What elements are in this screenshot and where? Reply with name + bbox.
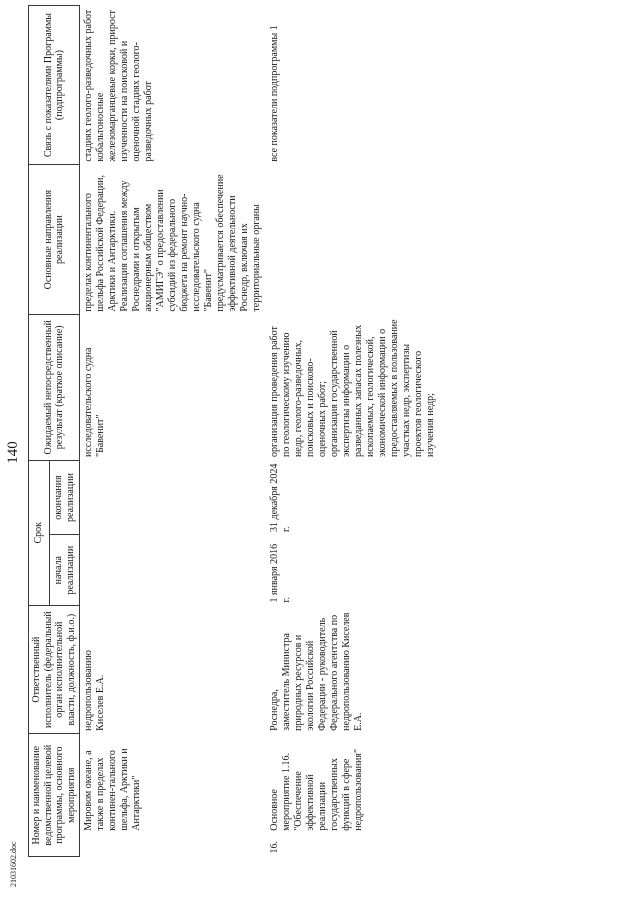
header-directions: Основные направления реализации — [29, 165, 80, 315]
row-result: исследовательского судна "Бавенит" — [83, 347, 106, 458]
program-table — [28, 5, 440, 857]
file-name-label: 21031602.doc — [9, 841, 18, 887]
row-responsible: Роснедра, заместитель Министра природных ресурсов и экологии Российской Федерации - руководитель Федерального агентства по недропользованию Киселев Е.А. — [269, 612, 364, 731]
row-link: стадиях геолого-разведочных работ кобальтоносные железомарганцевые корки, прирост изученности на поисковой и оценочной стадиях геолого-разведочных работ — [83, 9, 154, 162]
row-end — [80, 460, 267, 535]
row-name: Основное мероприятие 1.16. "Обеспечение эффективной реализации государственных функций в сфере недропользования" — [269, 748, 364, 831]
page-number: 140 — [5, 441, 21, 464]
header-start: начала реализации — [50, 535, 80, 605]
row-start: 1 января 2016 г. — [269, 543, 292, 603]
header-number-name: Номер и наименование ведомственной целевой программы, основного мероприятия — [29, 734, 80, 857]
row-responsible: недропользованию Киселев Е.А. — [83, 650, 106, 731]
header-period: Срок — [29, 460, 50, 605]
row-directions: пределах континентального шельфа Российской Федерации, Арктики и Антарктики. Реализация соглашения между Роснедрами и открытым акционерным обществом "АМИГЭ" о предоставлении субсидий из федерального бюджета на ремонт научно-исследовательского судна "Бавенит" предусматривается обеспечение эффективной деятельности Роснедр, включая их территориальные органы — [83, 174, 262, 312]
row-start — [80, 535, 267, 605]
header-result: Ожидаемый непосредственный результат (краткое описание) — [29, 315, 80, 460]
header-link: Связь с показателями Программы (подпрограммы) — [29, 6, 80, 165]
row-number: 16. — [269, 841, 280, 854]
header-end: окончания реализации — [50, 460, 80, 535]
row-end: 31 декабря 2024 г. — [269, 463, 292, 532]
row-link: все показатели подпрограммы 1 — [269, 25, 280, 162]
header-responsible: Ответственный исполнитель (федеральный орган исполнительной власти, должность, ф.и.о.) — [29, 605, 80, 733]
row-name: Мировом океане, а также в пределах континен-тального шельфа, Арктики и Антарктики" — [83, 748, 142, 831]
row-directions — [266, 165, 440, 315]
row-number — [80, 834, 267, 857]
row-result: организация проведения работ по геологическому изучению недр, геолого-разведочных, поисковых и поисково-оценочных работ; организация государственной экспертизы информации о разведанных запасах полезных ископаемых, геологической, экономической информации о предоставляемых в пользование участках недр, экспертизы проектов геологического изучения недр; — [269, 319, 436, 458]
table-row — [80, 6, 267, 857]
table-row — [266, 6, 440, 857]
